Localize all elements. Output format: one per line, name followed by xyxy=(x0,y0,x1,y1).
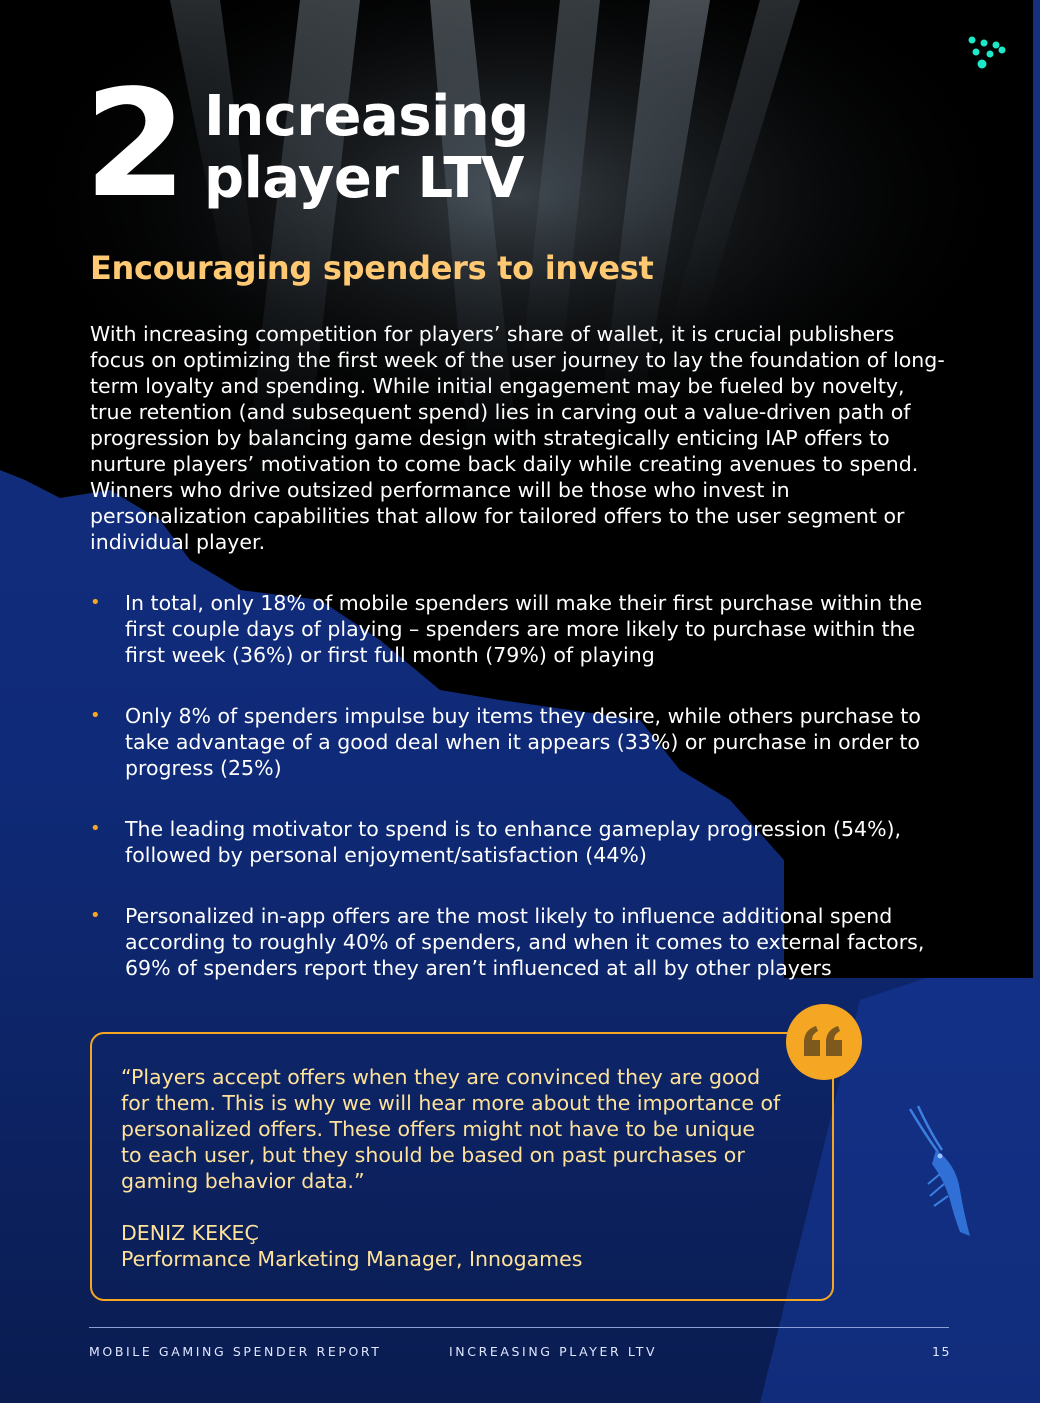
quote-mark-icon xyxy=(786,1004,862,1080)
bullet-item: • In total, only 18% of mobile spenders will make their first purchase within the first couple days of playing – spenders are more likely to purchase within the first week (36%) or first full month (79%) of playing xyxy=(90,590,960,668)
chapter-title xyxy=(204,86,529,210)
footer-divider xyxy=(89,1327,949,1328)
chapter-title-line2: player LTV xyxy=(204,146,524,211)
chapter-number: 2 xyxy=(84,58,183,230)
brand-dots-icon xyxy=(962,34,1010,72)
bullet-item: • Personalized in-app offers are the most likely to influence additional spend according to roughly 40% of spenders, and when it comes to external factors, 69% of spenders report they aren’t influenced at all by other players xyxy=(90,903,960,981)
bullet-item: • The leading motivator to spend is to enhance gameplay progression (54%), followed by personal enjoyment/satisfaction (44%) xyxy=(90,816,960,868)
bullet-list xyxy=(90,590,960,1016)
shrimp-icon xyxy=(900,1104,980,1244)
quote-text: “Players accept offers when they are convinced they are good for them. This is why we will hear more about the importance of personalized offers. These offers might not have to be unique to each user, but they should be based on past purchases or gaming behavior data.” xyxy=(121,1065,781,1193)
footer-report-name: MOBILE GAMING SPENDER REPORT xyxy=(89,1344,382,1359)
quote-author-role: Performance Marketing Manager, Innogames xyxy=(121,1247,583,1271)
quote-author: DENIZ KEKEÇ xyxy=(121,1221,259,1245)
bullet-item: • Only 8% of spenders impulse buy items they desire, while others purchase to take advantage of a good deal when it appears (33%) or purchase in order to progress (25%) xyxy=(90,703,960,781)
chapter-title-line1: Increasing xyxy=(204,84,529,149)
section-subheading: Encouraging spenders to invest xyxy=(90,249,654,287)
intro-paragraph: With increasing competition for players’ share of wallet, it is crucial publishers focus on optimizing the first week of the user journey to lay the foundation of long-term loyalty and spending. While initial engagement may be fueled by novelty, true retention (and subsequent spend) lies in carving out a value-driven path of progression by balancing game design with strategically enticing IAP offers to nurture players’ motivation to come back daily while creating avenues to spend. Winners who drive outsized performance will be those who invest in personalization capabilities that allow for tailored offers to the user segment or individual player. xyxy=(90,322,945,554)
footer-section-name: INCREASING PLAYER LTV xyxy=(449,1344,658,1359)
footer-page-number: 15 xyxy=(932,1344,951,1359)
